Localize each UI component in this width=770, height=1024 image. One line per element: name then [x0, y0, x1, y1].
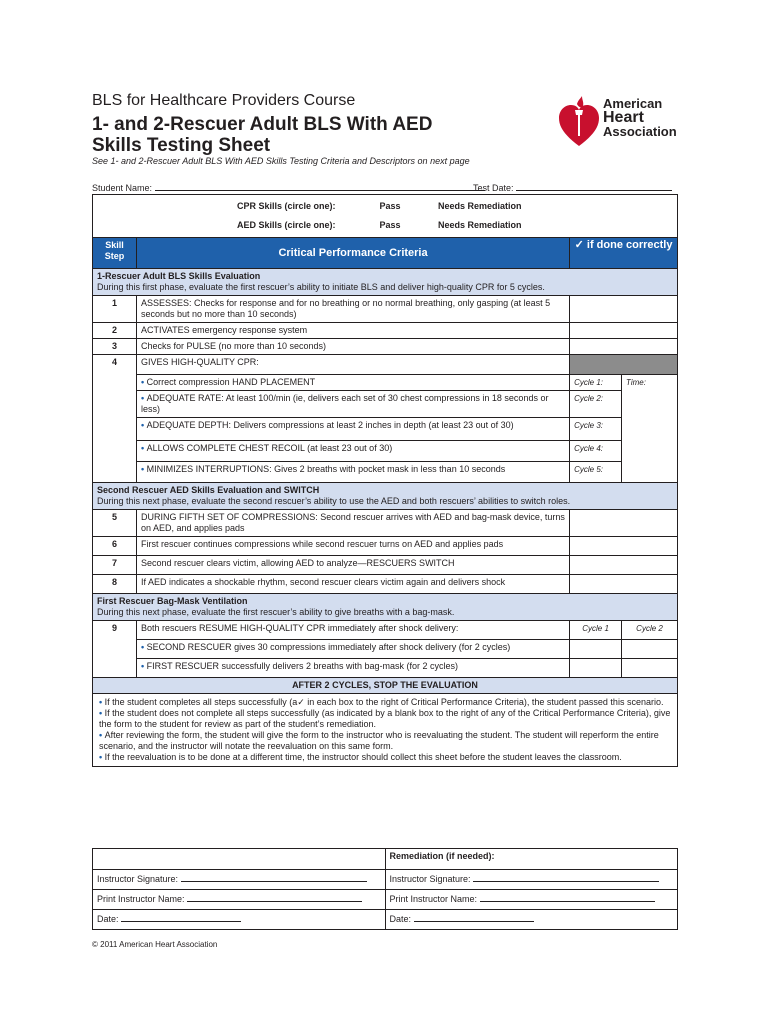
test-date-line	[473, 181, 672, 193]
step-number: 6	[93, 537, 137, 556]
subtitle: See 1- and 2-Rescuer Adult BLS With AED Skills Testing Criteria and Descriptors on next page	[92, 156, 470, 166]
remediation-signature-field[interactable]	[473, 872, 659, 882]
date-field[interactable]	[121, 912, 241, 922]
section-2-title: Second Rescuer AED Skills Evaluation and SWITCH	[97, 485, 320, 495]
blank-cell	[93, 849, 386, 870]
table-row	[93, 418, 678, 441]
step-number: 8	[93, 575, 137, 594]
skills-table	[92, 194, 678, 767]
test-date-label: Test Date:	[473, 183, 514, 193]
remediation-date-cell[interactable]	[385, 910, 678, 930]
step-subcriteria: • SECOND RESCUER gives 30 compressions immediately after shock delivery (for 2 cycles)	[136, 640, 569, 659]
remediation-date-label: Date:	[389, 914, 412, 924]
after-evaluation-header	[93, 678, 678, 694]
instructor-signature-label: Instructor Signature:	[97, 874, 179, 884]
date-label: Date:	[97, 914, 119, 924]
step-criteria: If AED indicates a shockable rhythm, second rescuer clears victim again and delivers shock	[136, 575, 569, 594]
table-row	[93, 510, 678, 537]
instructor-signature-cell[interactable]	[93, 870, 386, 890]
cpr-skills-label: CPR Skills (circle one):	[237, 201, 336, 211]
checkbox-cell[interactable]	[622, 659, 678, 678]
cycle-4-cell[interactable]: Cycle 4:	[570, 441, 622, 462]
remediation-signature-label: Instructor Signature:	[389, 874, 471, 884]
aha-wordmark	[603, 97, 677, 139]
time-cell[interactable]: Time:	[622, 375, 678, 483]
section-3-description: During this next phase, evaluate the first rescuer’s ability to give breaths with a bag-mask.	[97, 607, 455, 617]
step-number: 1	[93, 296, 137, 323]
step-criteria: DURING FIFTH SET OF COMPRESSIONS: Second rescuer arrives with AED and bag-mask device, turns on AED, and applies pads	[136, 510, 569, 537]
logo-word-american: American	[603, 96, 663, 111]
grayed-cell	[570, 355, 678, 375]
date-row	[93, 910, 678, 930]
logo-word-association: Association	[603, 124, 677, 139]
step-number: 9	[93, 621, 137, 678]
title-line-2: Skills Testing Sheet	[92, 135, 271, 156]
checkbox-cell[interactable]	[570, 339, 678, 355]
step-criteria: ACTIVATES emergency response system	[136, 323, 569, 339]
checkbox-cell[interactable]	[570, 537, 678, 556]
table-row	[93, 537, 678, 556]
bagmask-cycle-2-header: Cycle 2	[622, 621, 678, 640]
header-done-correctly: ✓ if done correctly	[570, 238, 678, 269]
copyright: © 2011 American Heart Association	[92, 940, 218, 949]
logo-word-heart: Heart	[603, 109, 644, 126]
table-row	[93, 355, 678, 375]
after-evaluation-title: AFTER 2 CYCLES, STOP THE EVALUATION	[93, 678, 678, 694]
print-name-cell[interactable]	[93, 890, 386, 910]
aed-needs-remediation-option[interactable]: Needs Remediation	[438, 220, 522, 230]
instructions-row	[93, 694, 678, 767]
step-criteria: Second rescuer clears victim, allowing AED to analyze—RESCUERS SWITCH	[136, 556, 569, 575]
checkbox-cell[interactable]	[570, 510, 678, 537]
table-row	[93, 375, 678, 391]
title-line-1: 1- and 2-Rescuer Adult BLS With AED	[92, 114, 433, 135]
instruction-bullet: • After reviewing the form, the student will give the form to the instructor who is reevaluating the student. The student will reperform the entire scenario, and the instructor will notate the reevaluation on this same form.	[99, 730, 671, 752]
cycle-5-cell[interactable]: Cycle 5:	[570, 462, 622, 483]
section-1-header	[93, 269, 678, 296]
step-number: 3	[93, 339, 137, 355]
step-subcriteria: • Correct compression HAND PLACEMENT	[136, 375, 569, 391]
step-criteria: Checks for PULSE (no more than 10 seconds)	[136, 339, 569, 355]
signature-row	[93, 870, 678, 890]
step-number: 2	[93, 323, 137, 339]
aed-skills-label: AED Skills (circle one):	[237, 220, 336, 230]
signature-table	[92, 848, 678, 930]
section-2-description: During this next phase, evaluate the second rescuer’s ability to use the AED and both rescuers’ abilities to switch roles.	[97, 496, 571, 506]
step-number: 7	[93, 556, 137, 575]
cpr-skills-row	[93, 195, 678, 215]
section-1-title: 1-Rescuer Adult BLS Skills Evaluation	[97, 271, 261, 281]
table-row	[93, 640, 678, 659]
step-subcriteria: • ADEQUATE DEPTH: Delivers compressions at least 2 inches in depth (at least 23 out of 30)	[136, 418, 569, 441]
checkbox-cell[interactable]	[570, 323, 678, 339]
date-cell[interactable]	[93, 910, 386, 930]
table-row	[93, 575, 678, 594]
checkbox-cell[interactable]	[570, 575, 678, 594]
checkbox-cell[interactable]	[570, 659, 622, 678]
cpr-needs-remediation-option[interactable]: Needs Remediation	[438, 201, 522, 211]
step-criteria: ASSESSES: Checks for response and for no breathing or no normal breathing, only gasping (at least 5 seconds but no more than 10 seconds)	[136, 296, 569, 323]
checkbox-cell[interactable]	[622, 640, 678, 659]
instruction-bullet: • If the student completes all steps successfully (a✓ in each box to the right of Critical Performance Criteria), the student passed this scenario.	[99, 697, 671, 708]
remediation-print-name-label: Print Instructor Name:	[389, 894, 478, 904]
page-title	[92, 114, 432, 156]
table-row	[93, 556, 678, 575]
table-row	[93, 441, 678, 462]
table-row	[93, 296, 678, 323]
student-name-label: Student Name:	[92, 183, 153, 193]
checkbox-cell[interactable]	[570, 640, 622, 659]
table-row	[93, 323, 678, 339]
instruction-bullet: • If the student does not complete all steps successfully (as indicated by a blank box to the right of any of the Critical Performance Criteria), give the form to the student for review as part of the student’s remediation.	[99, 708, 671, 730]
cycle-1-cell[interactable]: Cycle 1:	[570, 375, 622, 391]
table-row	[93, 391, 678, 418]
step-number: 5	[93, 510, 137, 537]
remediation-date-field[interactable]	[414, 912, 534, 922]
step-subcriteria: • FIRST RESCUER successfully delivers 2 breaths with bag-mask (for 2 cycles)	[136, 659, 569, 678]
print-name-field[interactable]	[187, 892, 362, 902]
remediation-signature-cell[interactable]	[385, 870, 678, 890]
signature-header-row	[93, 849, 678, 870]
checkbox-cell[interactable]	[570, 556, 678, 575]
step-number: 4	[93, 355, 137, 483]
header-criteria: Critical Performance Criteria	[136, 238, 569, 269]
section-1-description: During this first phase, evaluate the first rescuer’s ability to initiate BLS and deliver high-quality CPR for 5 cycles.	[97, 282, 545, 292]
aed-pass-option[interactable]: Pass	[379, 220, 401, 230]
step-criteria: First rescuer continues compressions while second rescuer turns on AED and applies pads	[136, 537, 569, 556]
header-skill-step: Skill Step	[93, 238, 137, 269]
table-row	[93, 659, 678, 678]
cycle-3-cell[interactable]: Cycle 3:	[570, 418, 622, 441]
instructor-signature-field[interactable]	[181, 872, 367, 882]
section-3-title: First Rescuer Bag-Mask Ventilation	[97, 596, 248, 606]
step-criteria: GIVES HIGH-QUALITY CPR:	[136, 355, 569, 375]
step-criteria: Both rescuers RESUME HIGH-QUALITY CPR immediately after shock delivery:	[136, 621, 569, 640]
step-subcriteria: • MINIMIZES INTERRUPTIONS: Gives 2 breaths with pocket mask in less than 10 seconds	[136, 462, 569, 483]
print-name-row	[93, 890, 678, 910]
aed-skills-row	[93, 214, 678, 238]
table-row	[93, 339, 678, 355]
section-3-header	[93, 594, 678, 621]
print-name-label: Print Instructor Name:	[97, 894, 185, 904]
test-date-field[interactable]	[516, 181, 672, 191]
section-2-header	[93, 483, 678, 510]
cycle-2-cell[interactable]: Cycle 2:	[570, 391, 622, 418]
table-row	[93, 621, 678, 640]
table-header	[93, 238, 678, 269]
checkbox-cell[interactable]	[570, 296, 678, 323]
cpr-pass-option[interactable]: Pass	[379, 201, 401, 211]
step-subcriteria: • ALLOWS COMPLETE CHEST RECOIL (at least 23 out of 30)	[136, 441, 569, 462]
student-name-line	[92, 181, 485, 193]
student-name-field[interactable]	[155, 181, 485, 191]
remediation-label: Remediation (if needed):	[385, 849, 678, 870]
course-name: BLS for Healthcare Providers Course	[92, 92, 356, 109]
bagmask-cycle-1-header: Cycle 1	[570, 621, 622, 640]
remediation-print-name-field[interactable]	[480, 892, 655, 902]
instruction-bullet: • If the reevaluation is to be done at a different time, the instructor should collect this sheet before the student leaves the classroom.	[99, 752, 671, 763]
remediation-print-name-cell[interactable]	[385, 890, 678, 910]
step-subcriteria: • ADEQUATE RATE: At least 100/min (ie, delivers each set of 30 chest compressions in 18 seconds or less)	[136, 391, 569, 418]
table-row	[93, 462, 678, 483]
